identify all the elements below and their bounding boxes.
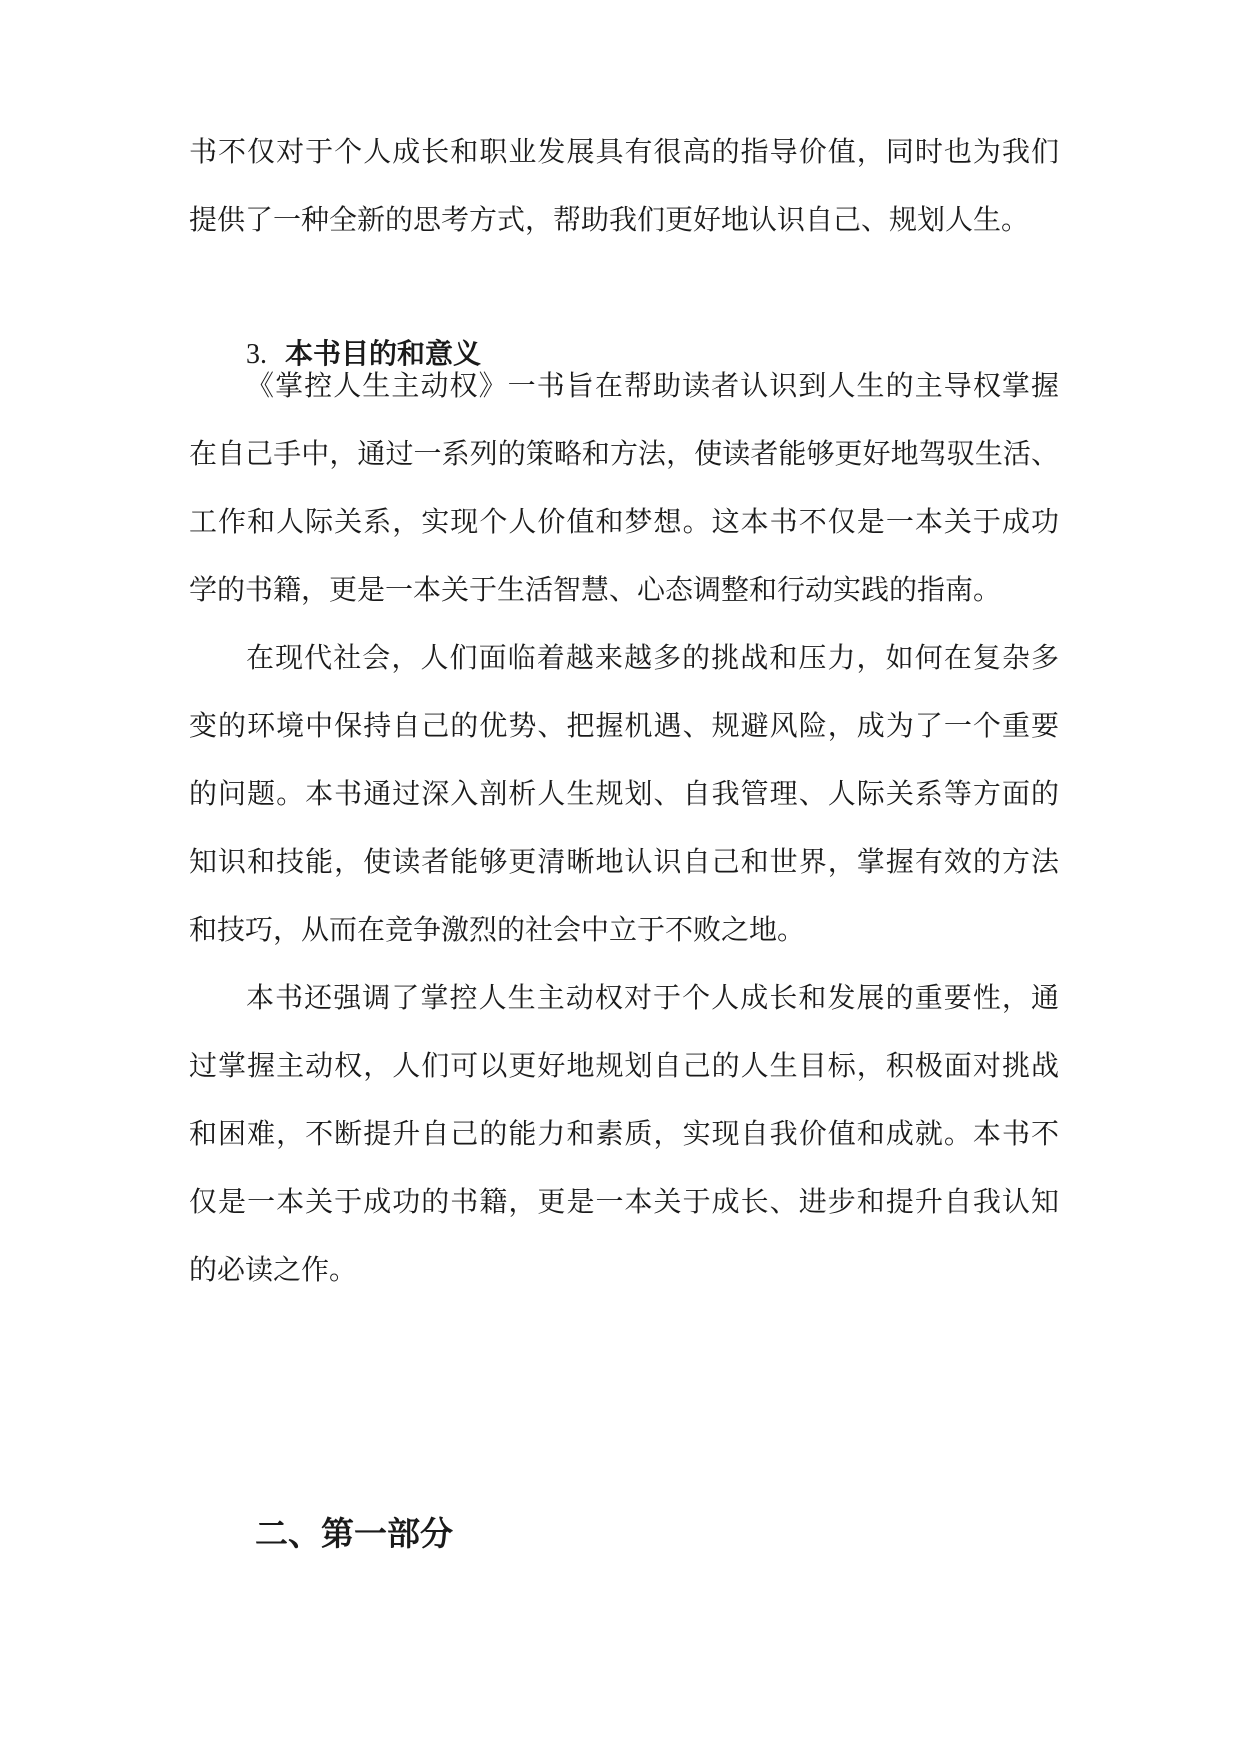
paragraph-3-line-3: 和困难，不断提升自己的能力和素质，实现自我价值和成就。本书不 — [189, 1117, 1059, 1150]
paragraph-1-line-3: 工作和人际关系，实现个人价值和梦想。这本书不仅是一本关于成功 — [189, 505, 1059, 538]
paragraph-2-line-1: 在现代社会，人们面临着越来越多的挑战和压力，如何在复杂多 — [246, 641, 1059, 674]
section-title: 本书目的和意义 — [285, 337, 482, 370]
paragraph-2-line-5: 和技巧，从而在竞争激烈的社会中立于不败之地。 — [189, 913, 806, 946]
intro-line-1: 书不仅对于个人成长和职业发展具有很高的指导价值，同时也为我们 — [189, 135, 1059, 168]
paragraph-3-line-4: 仅是一本关于成功的书籍，更是一本关于成长、进步和提升自我认知 — [189, 1185, 1059, 1218]
paragraph-1-line-2: 在自己手中，通过一系列的策略和方法，使读者能够更好地驾驭生活、 — [189, 437, 1059, 470]
paragraph-3-line-5: 的必读之作。 — [189, 1253, 358, 1286]
paragraph-3-line-1: 本书还强调了掌控人生主动权对于个人成长和发展的重要性，通 — [246, 981, 1059, 1014]
paragraph-2-line-4: 知识和技能，使读者能够更清晰地认识自己和世界，掌握有效的方法 — [189, 845, 1059, 878]
part-heading: 二、第一部分 — [255, 1514, 453, 1553]
paragraph-3-line-2: 过掌握主动权，人们可以更好地规划自己的人生目标，积极面对挑战 — [189, 1049, 1059, 1082]
paragraph-1-line-1: 《掌控人生主动权》一书旨在帮助读者认识到人生的主导权掌握 — [246, 369, 1059, 402]
paragraph-1-line-4: 学的书籍，更是一本关于生活智慧、心态调整和行动实践的指南。 — [189, 573, 1002, 606]
intro-line-2: 提供了一种全新的思考方式，帮助我们更好地认识自己、规划人生。 — [189, 203, 1030, 236]
paragraph-2-line-2: 变的环境中保持自己的优势、把握机遇、规避风险，成为了一个重要 — [189, 709, 1059, 742]
section-number: 3. — [246, 339, 267, 370]
paragraph-2-line-3: 的问题。本书通过深入剖析人生规划、自我管理、人际关系等方面的 — [189, 777, 1059, 810]
